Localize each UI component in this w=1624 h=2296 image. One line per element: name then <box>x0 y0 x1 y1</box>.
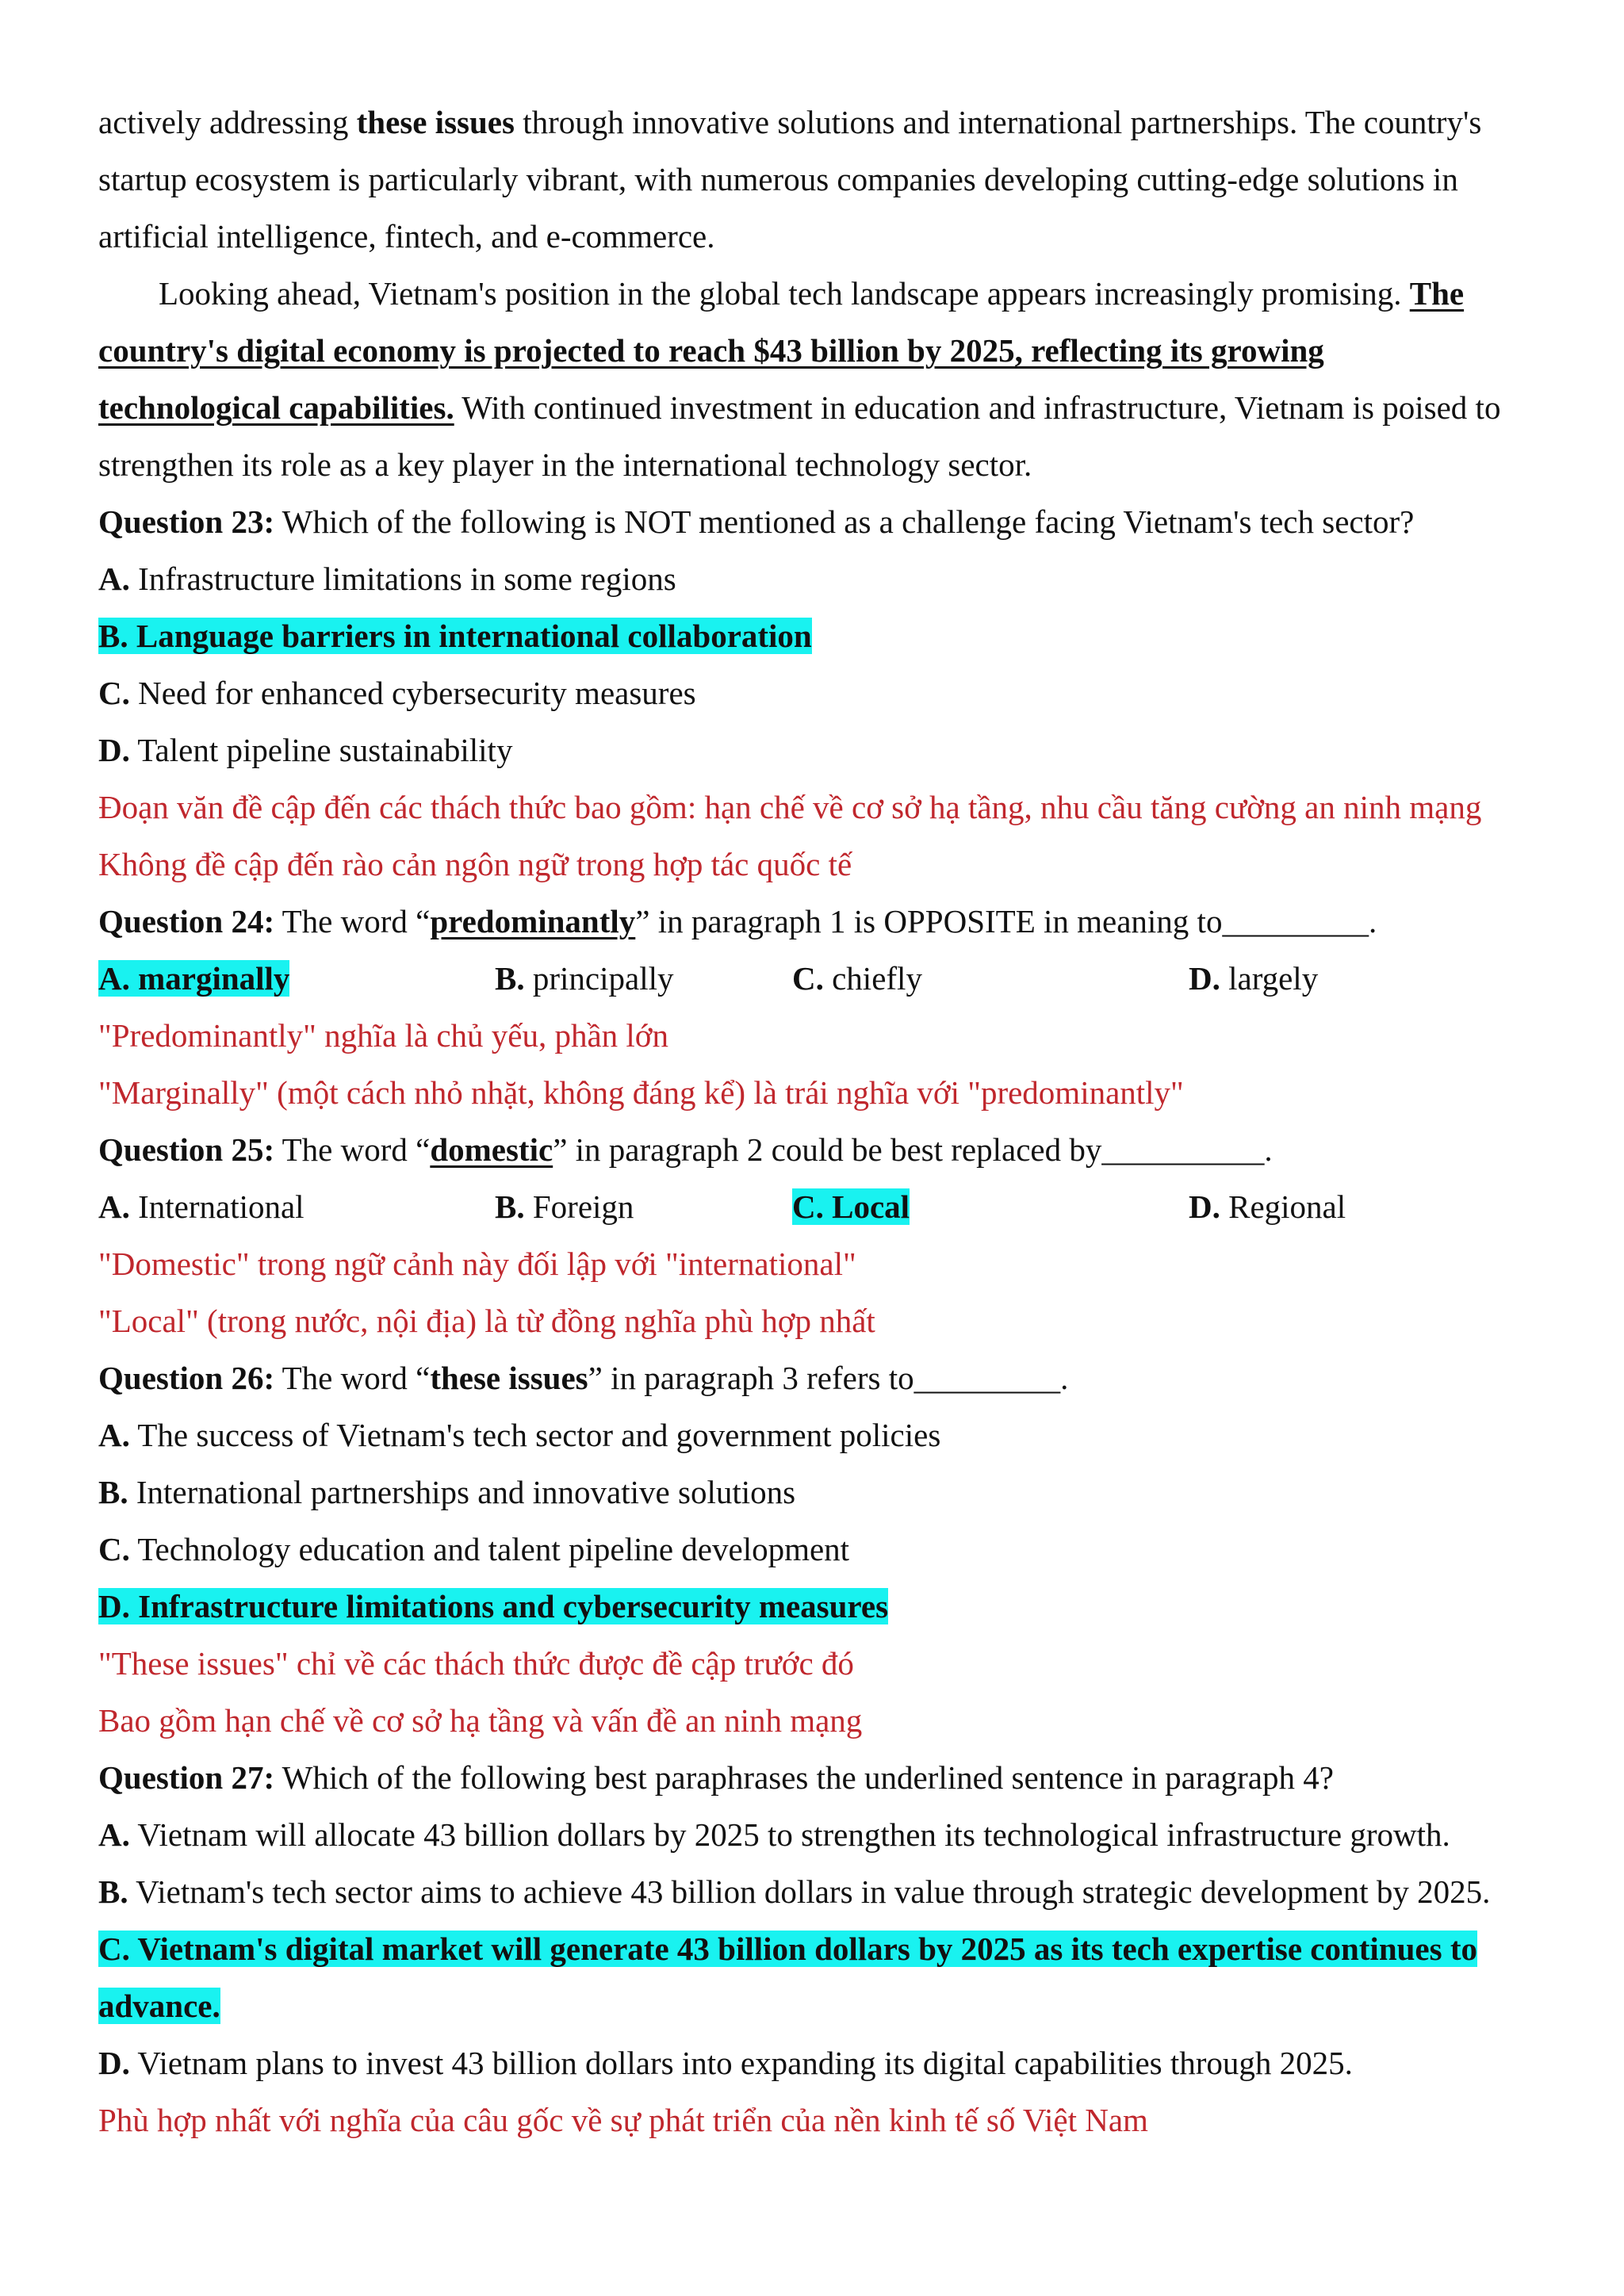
q27-option-c-correct-line1 <box>98 1920 1549 1977</box>
option-text: The success of Vietnam's tech sector and government policies <box>129 1417 941 1453</box>
option-text: Vietnam's tech sector aims to achieve 43 billion dollars in value through strategic development by 2025. <box>128 1873 1491 1910</box>
option-letter: B. <box>495 1188 525 1225</box>
option-letter: C. <box>98 675 130 711</box>
q25-option-b <box>495 1178 792 1235</box>
q23-explanation-1: Đoạn văn đề cập đến các thách thức bao gồm: hạn chế về cơ sở hạ tầng, nhu cầu tăng cường an ninh mạng <box>98 789 1482 825</box>
question-label: Question 23: <box>98 503 275 540</box>
option-text: chiefly <box>823 960 922 997</box>
q25-option-d <box>1189 1178 1506 1235</box>
passage-text: With continued investment in education and infrastructure, Vietnam is poised to <box>454 389 1501 426</box>
q26-option-b <box>98 1464 1549 1521</box>
option-letter: D. <box>98 2045 130 2081</box>
question-label: Question 27: <box>98 1759 275 1796</box>
q26-option-c <box>98 1521 1549 1578</box>
question-stem: The word “ <box>274 1360 431 1396</box>
question-keyword: domestic <box>430 1131 553 1168</box>
q26-explanation-2: Bao gồm hạn chế về cơ sở hạ tầng và vấn đề an ninh mạng <box>98 1702 863 1739</box>
q27-option-a <box>98 1806 1549 1863</box>
option-letter: C. <box>98 1531 130 1567</box>
option-text: Need for enhanced cybersecurity measures <box>129 675 696 711</box>
q24-option-a-correct <box>98 950 495 1007</box>
correct-answer-highlight: D. Infrastructure limitations and cybersecurity measures <box>98 1588 889 1624</box>
passage-text: actively addressing <box>98 104 357 140</box>
correct-answer-highlight: B. Language barriers in international collaboration <box>98 618 812 654</box>
question-23 <box>98 493 1549 550</box>
correct-answer-highlight: A. marginally <box>98 960 290 997</box>
q23-option-a <box>98 550 1549 607</box>
q24-explanation-2: "Marginally" (một cách nhỏ nhặt, không đáng kể) là trái nghĩa với "predominantly" <box>98 1074 1184 1111</box>
passage-p4-line1 <box>98 265 1549 322</box>
question-25 <box>98 1121 1549 1178</box>
q25-explanation-1: "Domestic" trong ngữ cảnh này đối lập với "international" <box>98 1246 856 1282</box>
passage-p3-line2: startup ecosystem is particularly vibrant, with numerous companies developing cutting-edge solutions in <box>98 161 1458 197</box>
q25-option-c-correct <box>792 1178 1189 1235</box>
passage-p4-line2 <box>98 322 1549 379</box>
option-text: Infrastructure limitations in some regions <box>129 561 676 597</box>
q24-option-b <box>495 950 792 1007</box>
q24-options <box>98 950 1549 1007</box>
question-24 <box>98 893 1549 950</box>
passage-p3-line1 <box>98 94 1549 151</box>
question-stem: The word “ <box>274 1131 431 1168</box>
option-letter: B. <box>495 960 525 997</box>
option-letter: B. <box>98 1873 128 1910</box>
option-text: principally <box>524 960 674 997</box>
q25-option-a <box>98 1178 495 1235</box>
q23-option-c <box>98 664 1549 721</box>
question-keyword: these issues <box>430 1360 588 1396</box>
question-label: Question 26: <box>98 1360 275 1396</box>
q23-option-d <box>98 721 1549 779</box>
option-text: largely <box>1220 960 1319 997</box>
q25-options <box>98 1178 1549 1235</box>
passage-underlined-sentence: The <box>1409 275 1465 312</box>
q27-option-c-correct-line2 <box>98 1977 1549 2034</box>
question-stem: ” in paragraph 1 is OPPOSITE in meaning to_________. <box>635 903 1377 939</box>
passage-p4-line4: strengthen its role as a key player in the international technology sector. <box>98 446 1032 483</box>
question-stem: ” in paragraph 2 could be best replaced by__________. <box>553 1131 1273 1168</box>
option-text: Vietnam will allocate 43 billion dollars by 2025 to strengthen its technological infrastructure growth. <box>129 1816 1450 1853</box>
q23-option-b-correct <box>98 607 1549 664</box>
passage-underlined-sentence: technological capabilities. <box>98 389 454 426</box>
option-letter: D. <box>98 732 130 768</box>
question-label: Question 24: <box>98 903 275 939</box>
option-text: International <box>129 1188 304 1225</box>
option-text: Vietnam plans to invest 43 billion dollars into expanding its digital capabilities through 2025. <box>129 2045 1353 2081</box>
q26-option-a <box>98 1406 1549 1464</box>
question-stem: ” in paragraph 3 refers to_________. <box>588 1360 1069 1396</box>
option-text: Technology education and talent pipeline development <box>129 1531 850 1567</box>
option-letter: A. <box>98 1816 130 1853</box>
passage-bold-these-issues: these issues <box>356 104 515 140</box>
correct-answer-highlight: C. Local <box>792 1188 910 1225</box>
option-letter: C. <box>792 960 824 997</box>
q24-option-d <box>1189 950 1506 1007</box>
q24-explanation-1: "Predominantly" nghĩa là chủ yếu, phần lớn <box>98 1017 668 1054</box>
passage-text: Looking ahead, Vietnam's position in the global tech landscape appears increasingly promising. <box>159 275 1410 312</box>
q26-explanation-1: "These issues" chỉ về các thách thức được đề cập trước đó <box>98 1645 854 1682</box>
correct-answer-highlight: advance. <box>98 1988 220 2024</box>
option-text: Foreign <box>524 1188 634 1225</box>
question-26 <box>98 1349 1549 1406</box>
question-stem: Which of the following best paraphrases the underlined sentence in paragraph 4? <box>274 1759 1334 1796</box>
passage-p4-line3 <box>98 379 1549 436</box>
q25-explanation-2: "Local" (trong nước, nội địa) là từ đồng nghĩa phù hợp nhất <box>98 1303 875 1339</box>
q23-explanation-2: Không đề cập đến rào cản ngôn ngữ trong hợp tác quốc tế <box>98 846 852 882</box>
option-letter: D. <box>1189 1188 1220 1225</box>
option-letter: A. <box>98 1417 130 1453</box>
option-letter: D. <box>1189 960 1220 997</box>
q27-explanation-1: Phù hợp nhất với nghĩa của câu gốc về sự phát triển của nền kinh tế số Việt Nam <box>98 2102 1148 2138</box>
question-stem: The word “ <box>274 903 431 939</box>
option-letter: A. <box>98 561 130 597</box>
passage-p3-line3: artificial intelligence, fintech, and e-commerce. <box>98 218 715 254</box>
option-text: Regional <box>1220 1188 1346 1225</box>
option-text: Talent pipeline sustainability <box>129 732 513 768</box>
q27-option-d <box>98 2034 1549 2091</box>
correct-answer-highlight: C. Vietnam's digital market will generate 43 billion dollars by 2025 as its tech expertise continues to <box>98 1931 1477 1967</box>
option-text: International partnerships and innovative solutions <box>128 1474 796 1510</box>
question-keyword: predominantly <box>430 903 636 939</box>
q27-option-b <box>98 1863 1549 1920</box>
question-stem: Which of the following is NOT mentioned as a challenge facing Vietnam's tech sector? <box>274 503 1415 540</box>
passage-underlined-sentence: country's digital economy is projected to reach $43 billion by 2025, reflecting its growing <box>98 332 1324 369</box>
option-letter: B. <box>98 1474 128 1510</box>
option-letter: A. <box>98 1188 130 1225</box>
question-label: Question 25: <box>98 1131 275 1168</box>
document-content <box>98 94 1549 2149</box>
question-27 <box>98 1749 1549 1806</box>
passage-text: through innovative solutions and international partnerships. The country's <box>514 104 1482 140</box>
q26-option-d-correct <box>98 1578 1549 1635</box>
q24-option-c <box>792 950 1189 1007</box>
